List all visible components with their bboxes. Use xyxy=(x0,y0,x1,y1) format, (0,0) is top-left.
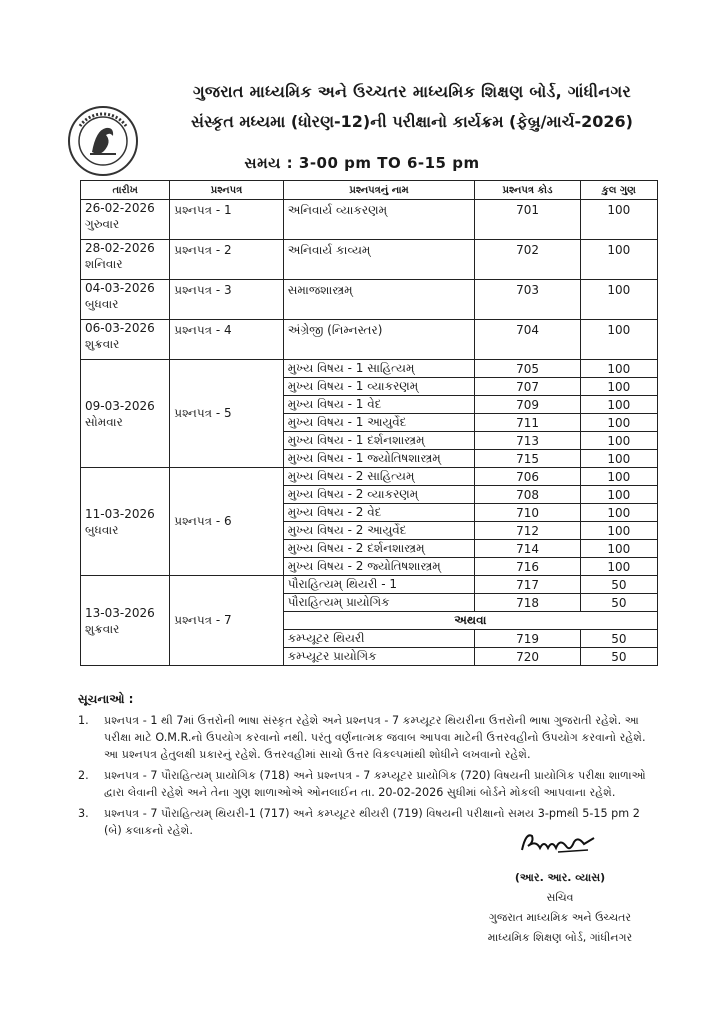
code-cell: 719 xyxy=(475,630,580,648)
paper-name-cell: મુખ્ય વિષય - 1 જ્યોતિષશાસ્ત્રમ્ xyxy=(283,450,475,468)
paper-cell: પ્રશ્નપત્ર - 3 xyxy=(170,280,283,320)
marks-cell: 100 xyxy=(580,468,657,486)
code-cell: 708 xyxy=(475,486,580,504)
table-header-row xyxy=(81,181,658,200)
paper-name-cell: મુખ્ય વિષય - 2 વેદ xyxy=(283,504,475,522)
exam-schedule-table xyxy=(80,180,658,666)
code-cell: 702 xyxy=(475,240,580,280)
marks-cell: 100 xyxy=(580,414,657,432)
marks-cell: 100 xyxy=(580,378,657,396)
date-cell: 11-03-2026 બુધવાર xyxy=(81,468,170,576)
handwritten-signature xyxy=(518,826,598,860)
notes-title: સૂચનાઓ : xyxy=(78,692,134,706)
table-row xyxy=(81,240,658,280)
paper-name-cell: મુખ્ય વિષય - 2 સાહિત્યમ્ xyxy=(283,468,475,486)
exam-title: સંસ્કૃત મધ્યમા (ધોરણ-12)ની પરીક્ષાનો કાર્યક્રમ (ફેબ્રુ/માર્ચ-2026) xyxy=(191,112,633,131)
paper-name-cell: મુખ્ય વિષય - 1 આયુર્વેદ xyxy=(283,414,475,432)
marks-cell: 100 xyxy=(580,280,657,320)
code-cell: 712 xyxy=(475,522,580,540)
marks-cell: 50 xyxy=(580,576,657,594)
marks-cell: 100 xyxy=(580,432,657,450)
code-cell: 711 xyxy=(475,414,580,432)
code-cell: 705 xyxy=(475,360,580,378)
marks-cell: 100 xyxy=(580,486,657,504)
note-item xyxy=(78,712,658,763)
paper-cell: પ્રશ્નપત્ર - 7 xyxy=(170,576,283,666)
paper-name-cell: મુખ્ય વિષય - 2 દર્શનશાસ્ત્રમ્ xyxy=(283,540,475,558)
paper-name-cell: મુખ્ય વિષય - 2 જ્યોતિષશાસ્ત્રમ્ xyxy=(283,558,475,576)
header-paper-name: પ્રશ્નપત્રનું નામ xyxy=(283,181,475,200)
exam-time: સમય : 3-00 pm TO 6-15 pm xyxy=(244,154,480,172)
paper-name-cell: મુખ્ય વિષય - 1 સાહિત્યમ્ xyxy=(283,360,475,378)
paper-name-cell: અંગ્રેજી (નિમ્નસ્તર) xyxy=(283,320,475,360)
table-row xyxy=(81,360,658,378)
date-cell: 28-02-2026 શનિવાર xyxy=(81,240,170,280)
code-cell: 713 xyxy=(475,432,580,450)
signatory-org-line2: માધ્યમિક શિક્ષણ બોર્ડ, ગાંધીનગર xyxy=(487,931,633,944)
date-cell: 13-03-2026 શુક્રવાર xyxy=(81,576,170,666)
header-date: તારીખ xyxy=(81,181,170,200)
signatory-block xyxy=(460,868,660,948)
note-number: 2. xyxy=(78,769,89,782)
paper-name-cell: કમ્પ્યૂટર થિયરી xyxy=(283,630,475,648)
marks-cell: 100 xyxy=(580,522,657,540)
date-cell: 06-03-2026 શુક્રવાર xyxy=(81,320,170,360)
marks-cell: 100 xyxy=(580,240,657,280)
date-cell: 04-03-2026 બુધવાર xyxy=(81,280,170,320)
table-row xyxy=(81,200,658,240)
paper-name-cell: અનિવાર્ય વ્યાકરણમ્ xyxy=(283,200,475,240)
note-number: 1. xyxy=(78,714,89,727)
code-cell: 703 xyxy=(475,280,580,320)
paper-name-cell: મુખ્ય વિષય - 1 દર્શનશાસ્ત્રમ્ xyxy=(283,432,475,450)
header-total-marks: કુલ ગુણ xyxy=(580,181,657,200)
signatory-org-line1: ગુજરાત માધ્યમિક અને ઉચ્ચતર xyxy=(488,911,632,924)
note-text: પ્રશ્નપત્ર - 7 પૌરાહિત્યમ્ પ્રાયોગિક (718) અને પ્રશ્નપત્ર - 7 કમ્પ્યૂટર પ્રાયોગિક (720) વિષયની પ્રાયોગિક પરીક્ષા શાળાઓ દ્વારા લેવાની રહેશે અને તેના ગુણ શાળાઓએ ઓનલાઈન તા. 20-02-2026 સુધીમાં બોર્ડને મોકલી આપવાના રહેશે. xyxy=(104,769,646,799)
marks-cell: 100 xyxy=(580,396,657,414)
paper-name-cell: પૌરાહિત્યમ્ પ્રાયોગિક xyxy=(283,594,475,612)
signatory-name: (આર. આર. વ્યાસ) xyxy=(514,871,606,884)
paper-cell: પ્રશ્નપત્ર - 6 xyxy=(170,468,283,576)
table-row xyxy=(81,320,658,360)
note-text: પ્રશ્નપત્ર - 1 થી 7માં ઉત્તરોની ભાષા સંસ્કૃત રહેશે અને પ્રશ્નપત્ર - 7 કમ્પ્યૂટર થિયરીના ઉત્તરોની ભાષા ગુજરાતી રહેશે. આ પરીક્ષા માટે O.M.R.નો ઉપયોગ કરવાનો નથી. પરંતુ વર્ણનાત્મક જવાબ આપવા માટેની ઉત્તરવહીનો ઉપયોગ કરવાનો રહેશે. આ પ્રશ્નપત્ર હેતુલક્ષી પ્રકારનું રહેશે. ઉત્તરવહીમાં સાચો ઉત્તર વિકલ્પમાંથી શોધીને લખવાનો રહેશે. xyxy=(104,714,646,761)
code-cell: 715 xyxy=(475,450,580,468)
date-cell: 09-03-2026 સોમવાર xyxy=(81,360,170,468)
paper-cell: પ્રશ્નપત્ર - 5 xyxy=(170,360,283,468)
code-cell: 704 xyxy=(475,320,580,360)
marks-cell: 50 xyxy=(580,594,657,612)
code-cell: 709 xyxy=(475,396,580,414)
paper-cell: પ્રશ્નપત્ર - 2 xyxy=(170,240,283,280)
marks-cell: 100 xyxy=(580,504,657,522)
code-cell: 716 xyxy=(475,558,580,576)
paper-name-cell: પૌરાહિત્યમ્ થિયરી - 1 xyxy=(283,576,475,594)
code-cell: 718 xyxy=(475,594,580,612)
paper-name-cell: સમાજશાસ્ત્રમ્ xyxy=(283,280,475,320)
code-cell: 717 xyxy=(475,576,580,594)
marks-cell: 100 xyxy=(580,320,657,360)
code-cell: 714 xyxy=(475,540,580,558)
marks-cell: 100 xyxy=(580,558,657,576)
note-item xyxy=(78,767,658,801)
code-cell: 720 xyxy=(475,648,580,666)
table-row xyxy=(81,468,658,486)
code-cell: 701 xyxy=(475,200,580,240)
marks-cell: 100 xyxy=(580,450,657,468)
paper-name-cell: મુખ્ય વિષય - 2 આયુર્વેદ xyxy=(283,522,475,540)
paper-cell: પ્રશ્નપત્ર - 1 xyxy=(170,200,283,240)
board-title: ગુજરાત માધ્યમિક અને ઉચ્ચતર માધ્યમિક શિક્ષણ બોર્ડ, ગાંધીનગર xyxy=(192,82,632,101)
paper-name-cell: કમ્પ્યૂટર પ્રાયોગિક xyxy=(283,648,475,666)
paper-name-cell: મુખ્ય વિષય - 2 વ્યાકરણમ્ xyxy=(283,486,475,504)
header-paper-code: પ્રશ્નપત્ર કોડ xyxy=(475,181,580,200)
table-row xyxy=(81,576,658,594)
marks-cell: 100 xyxy=(580,200,657,240)
marks-cell: 50 xyxy=(580,630,657,648)
signatory-designation: સચિવ xyxy=(546,891,574,904)
note-number: 3. xyxy=(78,807,89,820)
paper-cell: પ્રશ્નપત્ર - 4 xyxy=(170,320,283,360)
paper-name-cell: મુખ્ય વિષય - 1 વ્યાકરણમ્ xyxy=(283,378,475,396)
marks-cell: 100 xyxy=(580,360,657,378)
code-cell: 707 xyxy=(475,378,580,396)
note-text: પ્રશ્નપત્ર - 7 પૌરાહિત્યમ્ થિયરી-1 (717) અને કમ્પ્યૂટર થીયરી (719) વિષયની પરીક્ષાનો સમય 3-pmથી 5-15 pm 2 (બે) કલાકનો રહેશે. xyxy=(104,807,640,837)
notes-list xyxy=(78,712,658,843)
date-cell: 26-02-2026 ગુરુવાર xyxy=(81,200,170,240)
marks-cell: 50 xyxy=(580,648,657,666)
table-row xyxy=(81,280,658,320)
paper-name-cell: મુખ્ય વિષય - 1 વેદ xyxy=(283,396,475,414)
header-paper: પ્રશ્નપત્ર xyxy=(170,181,283,200)
or-divider: અથવા xyxy=(283,612,657,630)
paper-name-cell: અનિવાર્ય કાવ્યમ્ xyxy=(283,240,475,280)
marks-cell: 100 xyxy=(580,540,657,558)
code-cell: 706 xyxy=(475,468,580,486)
code-cell: 710 xyxy=(475,504,580,522)
